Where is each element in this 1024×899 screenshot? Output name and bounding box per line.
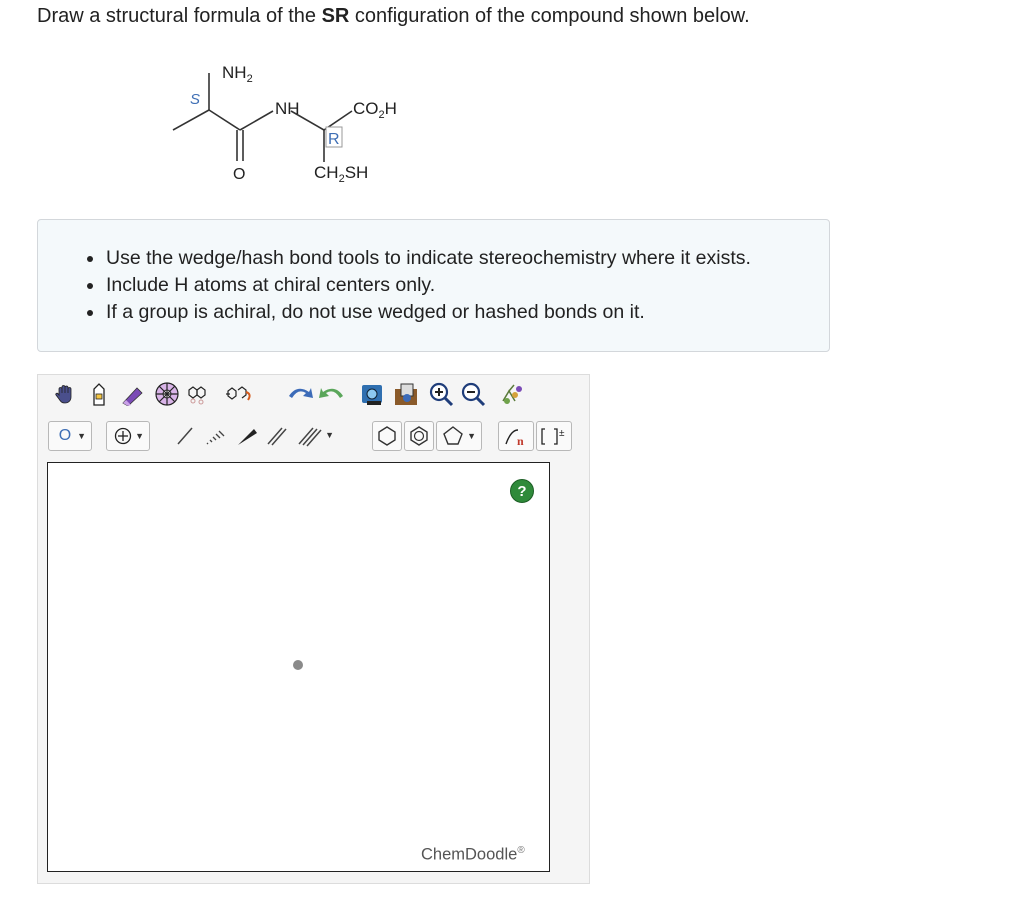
hexagon-icon	[375, 424, 399, 448]
canvas-cursor-dot	[293, 660, 303, 670]
bracket-charge-tool[interactable]	[536, 421, 572, 451]
bracket-charge-icon	[539, 424, 569, 448]
instruction-item: If a group is achiral, do not use wedged or hashed bonds on it.	[106, 299, 751, 326]
load-file-icon[interactable]	[358, 379, 388, 409]
single-bond-icon[interactable]	[170, 421, 200, 451]
atom-selector[interactable]	[48, 421, 92, 451]
template-ring-icon[interactable]	[152, 379, 182, 409]
eraser-icon[interactable]	[118, 379, 148, 409]
help-button[interactable]: ?	[510, 479, 534, 503]
atom-selector-value: O	[58, 427, 72, 444]
toolbar-row-2	[48, 421, 588, 455]
question-text: Draw a structural formula of the SR configuration of the compound shown below.	[37, 5, 750, 27]
svg-text:±: ±	[559, 428, 565, 439]
redo-icon[interactable]	[318, 379, 348, 409]
triple-bond-icon	[297, 424, 323, 448]
undo-icon[interactable]	[284, 379, 314, 409]
svg-text:n: n	[517, 434, 524, 448]
lasso-select-icon[interactable]	[84, 379, 114, 409]
benzene-icon	[407, 424, 431, 448]
chevron-down-icon: ▼	[135, 431, 144, 441]
save-file-icon[interactable]	[392, 379, 422, 409]
o-label: O	[233, 166, 246, 183]
chevron-down-icon: ▼	[325, 430, 334, 440]
co2h-label: $CO_2H$	[353, 99, 397, 121]
molecule-structure	[160, 48, 420, 198]
pentagon-icon	[441, 424, 465, 448]
drawing-canvas[interactable]	[47, 462, 550, 872]
nh-label: NH	[275, 99, 300, 118]
double-bond-icon[interactable]	[262, 421, 292, 451]
benzene-ring-tool[interactable]	[404, 421, 434, 451]
registered-mark: ®	[517, 845, 525, 856]
chevron-down-icon: ▼	[467, 431, 476, 441]
hashed-bond-icon[interactable]	[200, 421, 230, 451]
instruction-item: Use the wedge/hash bond tools to indicate stereochemistry where it exists.	[106, 245, 751, 272]
toolbar-row-1	[48, 379, 578, 413]
charge-selector[interactable]	[106, 421, 150, 451]
s-stereo-label: S	[190, 91, 201, 108]
cyclohexane-ring-tool[interactable]	[372, 421, 402, 451]
wedge-bond-icon[interactable]	[232, 421, 262, 451]
chemdoodle-editor	[37, 374, 590, 884]
zoom-out-icon[interactable]	[458, 379, 488, 409]
instructions-list	[38, 245, 751, 326]
chain-n-icon	[501, 424, 531, 448]
bond-type-selector[interactable]	[294, 421, 338, 451]
chemdoodle-brand: ChemDoodle®	[421, 845, 525, 864]
zoom-in-icon[interactable]	[426, 379, 456, 409]
chevron-down-icon: ▼	[77, 431, 86, 441]
structure-recognition-icon[interactable]	[498, 379, 528, 409]
nh2-label: $NH_2$	[222, 63, 253, 85]
ring-size-selector[interactable]	[436, 421, 482, 451]
instructions-box	[37, 219, 830, 352]
ch2sh-label: $CH_2SH$	[314, 163, 369, 185]
charge-plus-icon	[113, 426, 133, 446]
configuration-label: SR	[321, 5, 350, 27]
hand-pan-icon[interactable]	[50, 379, 80, 409]
clean-structure-icon[interactable]	[186, 379, 220, 409]
optimize-structure-icon[interactable]	[222, 379, 256, 409]
instruction-item: Include H atoms at chiral centers only.	[106, 272, 751, 299]
r-stereo-label: R	[328, 131, 340, 148]
chain-tool[interactable]	[498, 421, 534, 451]
